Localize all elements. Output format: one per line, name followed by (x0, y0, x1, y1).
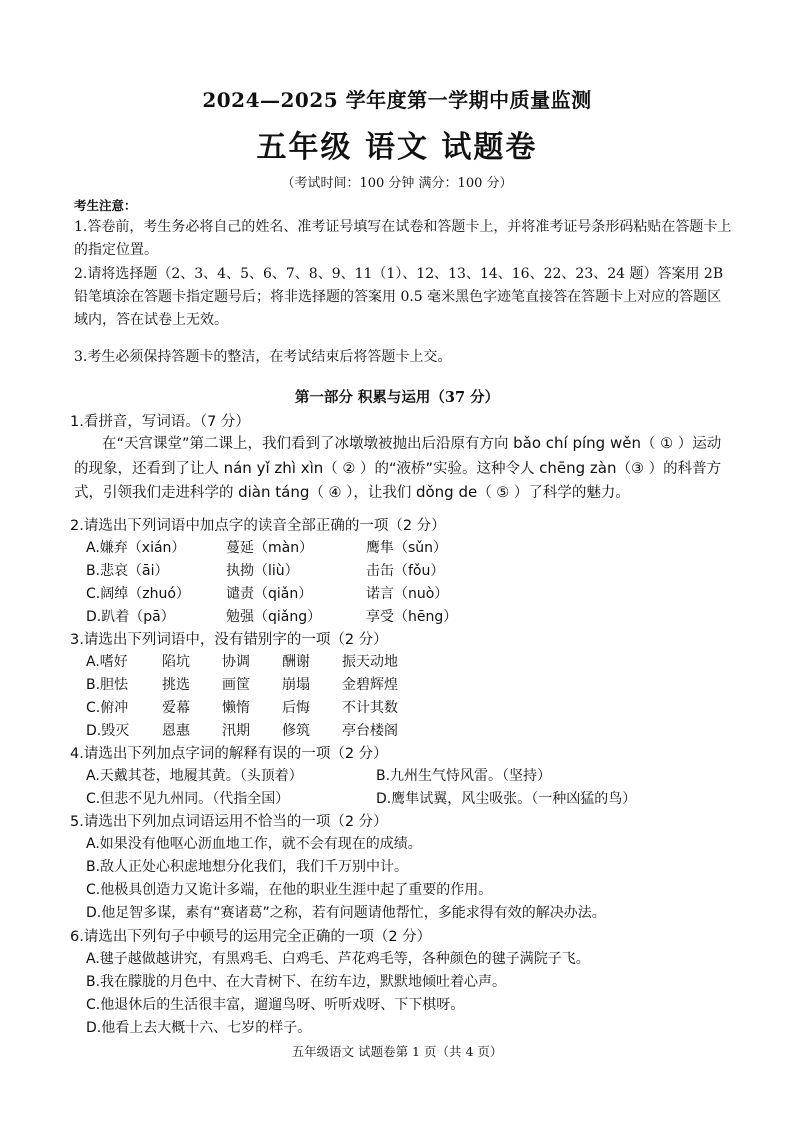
q3-cell: D.毁灭 (86, 723, 130, 739)
q3-cell: 不计其数 (342, 700, 398, 716)
q3-cell: 金碧辉煌 (342, 677, 398, 693)
q2-cell: 蔓延（màn） (226, 540, 314, 556)
q3-cell: A.嗜好 (86, 654, 128, 670)
q2-option-row (86, 583, 506, 603)
q3-cell: 陷坑 (162, 654, 190, 670)
notice-heading: 考生注意： (74, 198, 137, 213)
q3-cell: 亭台楼阁 (342, 723, 398, 739)
q6-option-d: D.他看上去大概十六、七岁的样子。 (86, 1020, 312, 1036)
q2-cell: C.阔绰（zhuó） (86, 586, 190, 602)
q4-option-b: B.九州生气恃风雷。（坚持） (376, 768, 552, 784)
q1-text-4: ③ ）的科普方式，引领我们走进科学的 (74, 460, 722, 501)
q1-passage (74, 432, 734, 506)
q2-cell: 诺言（nuò） (366, 586, 449, 602)
q4-option-d: D.鹰隼试翼，风尘吸张。（一种凶猛的鸟） (376, 791, 637, 807)
q3-cell: 协调 (222, 654, 250, 670)
q3-cell: 懒惰 (222, 700, 250, 716)
q4-option-a: A.天戴其苍，地履其黄。（头顶着） (86, 768, 303, 784)
q3-cell: C.俯冲 (86, 700, 129, 716)
q3-cell: 酬谢 (282, 654, 310, 670)
q5-stem: 5.请选出下列加点词语运用不恰当的一项（2 分） (70, 814, 388, 830)
q3-cell: 修筑 (282, 723, 310, 739)
q3-cell: 爱幕 (162, 700, 190, 716)
q2-option-row (86, 560, 506, 580)
q2-stem: 2.请选出下列词语中加点字的读音全部正确的一项（2 分） (70, 518, 446, 534)
q3-cell: 振天动地 (342, 654, 398, 670)
exam-title-line1: 2024—2025 学年度第一学期中质量监测 (202, 88, 592, 112)
q1-pinyin-5: dǒng de (415, 483, 478, 501)
q2-option-row (86, 606, 506, 626)
q1-blank-1: （ ① ） (640, 436, 693, 452)
q2-cell: 鹰隼（sǔn） (366, 540, 448, 556)
q2-cell: 勉强（qiǎng） (226, 609, 322, 625)
q1-pinyin-1: bǎo chí píng wěn (513, 434, 641, 452)
exam-title-line2: 五年级 语文 试题卷 (256, 130, 538, 165)
q6-stem: 6.请选出下列句子中顿号的运用完全正确的一项（2 分） (70, 929, 432, 945)
q1-text-5: 的魅力。 (571, 485, 630, 501)
q4-option-row (86, 788, 636, 808)
page-footer: 五年级语文 试题卷第 1 页（共 4 页） (291, 1044, 503, 1059)
q3-cell: 汛期 (222, 723, 250, 739)
q3-cell: 挑选 (162, 677, 190, 693)
notice-item-1: 1.答卷前，考生务必将自己的姓名、准考证号填写在试卷和答题卡上，并将准考证号条形码粘贴在答题卡上的指定位置。 (74, 219, 732, 258)
q4-option-row (86, 765, 551, 785)
q1-blank-5: （ ⑤ ）了科学 (477, 485, 572, 501)
q2-cell: A.嫌弃（xián） (86, 540, 186, 556)
q3-option-row (86, 697, 402, 717)
q3-cell: 画筐 (222, 677, 250, 693)
q2-cell: D.趴着（pā） (86, 609, 175, 625)
q2-cell: 享受（hēng） (366, 609, 458, 625)
q1-text-3: 的“液桥”实验。这种令人 (374, 460, 540, 477)
q1-pinyin-4: diàn táng (238, 483, 310, 501)
q1-blank-3: （ (616, 460, 631, 477)
q5-option-a: A.如果没有他呕心沥血地工作，就不会有现在的成绩。 (86, 836, 422, 852)
q3-cell: 恩惠 (162, 723, 190, 739)
q3-option-row (86, 720, 402, 740)
q1-text-1: 在“天宫课堂”第二课上，我们看到了冰墩墩被抛出后沿原有方向 (102, 436, 514, 452)
q3-option-row (86, 674, 402, 694)
q2-cell: 谴责（qiǎn） (226, 586, 313, 602)
q2-cell: B.悲哀（āi） (86, 563, 169, 579)
q6-option-b: B.我在朦胧的月色中、在大青树下、在纺车边，默默地倾吐着心声。 (86, 974, 507, 990)
q2-option-row (86, 537, 506, 557)
section-title: 第一部分 积累与运用（37 分） (294, 389, 500, 406)
q3-cell: 后悔 (282, 700, 310, 716)
q3-option-row (86, 651, 402, 671)
q1-pinyin-2: nán yǐ zhì xìn (223, 458, 324, 477)
q5-option-d: D.他足智多谋，素有“赛诸葛”之称，若有问题请他帮忙，多能求得有效的解决办法。 (86, 905, 606, 921)
exam-info: （考试时间：100 分钟 满分：100 分） (281, 176, 513, 191)
q4-option-c: C.但悲不见九州同。（代指全国） (86, 791, 290, 807)
q3-cell: B.胆怯 (86, 677, 129, 693)
q5-option-c: C.他极具创造力又诡计多端，在他的职业生涯中起了重要的作用。 (86, 882, 493, 898)
q5-option-b: B.敌人正处心积虑地想分化我们，我们千万别中计。 (86, 859, 409, 875)
q3-stem: 3.请选出下列词语中，没有错别字的一项（2 分） (70, 632, 388, 648)
q1-blank-2: （ ② ） (323, 460, 375, 477)
notice-item-3: 3.考生必须保持答题卡的整洁，在考试结束后将答题卡上交。 (74, 349, 452, 365)
q2-cell: 击缶（fǒu） (366, 563, 445, 579)
q3-cell: 崩塌 (282, 677, 310, 693)
notice-item-2: 2.请将选择题（2、3、4、5、6、7、8、9、11（1）、12、13、14、16、22、23、24 题）答案用 2B 铅笔填涂在答题卡指定题号后；将非选择题的答案用 0.5 毫米黑色字迹笔直接答在答题卡上对应的答题区域内，答在试卷上无效。 (74, 266, 724, 328)
q6-option-a: A.毽子越做越讲究，有黑鸡毛、白鸡毛、芦花鸡毛等，各种颜色的毽子满院子飞。 (86, 951, 590, 967)
q2-cell: 执拗（liù） (226, 563, 299, 579)
q1-blank-4: （ ④ ），让我们 (309, 485, 416, 501)
q4-stem: 4.请选出下列加点字词的解释有误的一项（2 分） (70, 746, 388, 762)
q6-option-c: C.他退休后的生活很丰富，遛遛鸟呀、听听戏呀、下下棋呀。 (86, 997, 465, 1013)
q1-text-2: 运动的现象，还看到了让人 (74, 436, 722, 477)
q1-stem: 1.看拼音，写词语。（7 分） (70, 414, 250, 430)
q1-pinyin-3: chēng zàn (539, 458, 617, 477)
